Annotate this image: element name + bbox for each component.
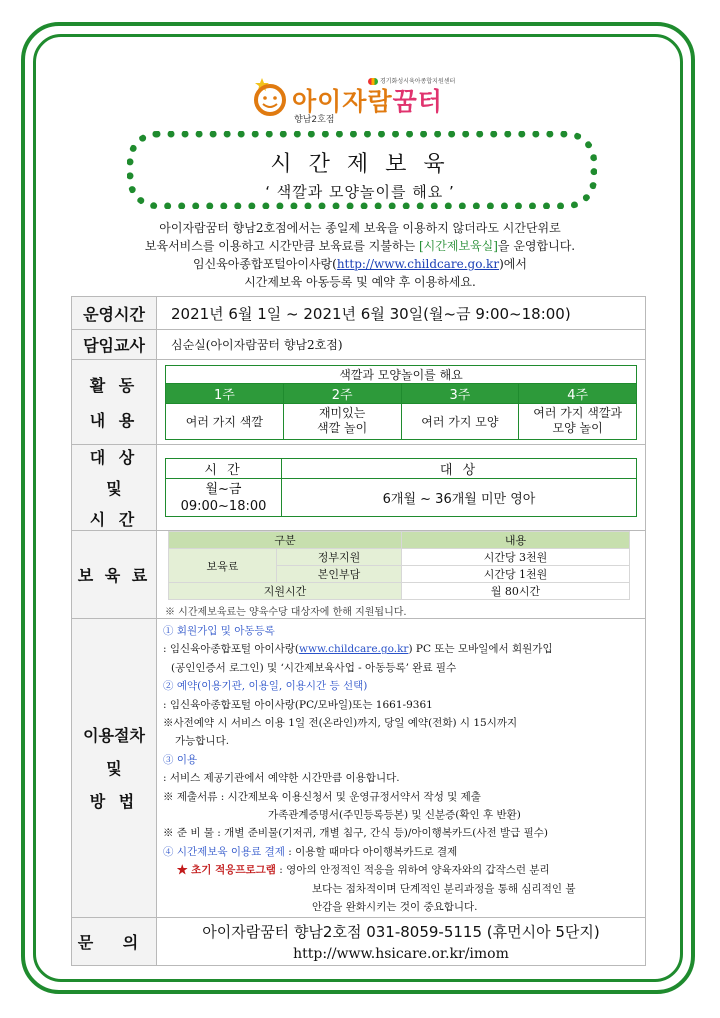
procedure-text <box>157 619 645 917</box>
activity-label-2: 내 용 <box>89 411 139 430</box>
intro-line-1: 아이자람꿈터 향남2호점에서는 종일제 보육을 이용하지 않더라도 시간단위로 <box>159 221 561 235</box>
intro-line-2 <box>0 237 720 254</box>
contact-line-1: 아이자람꿈터 향남2호점 031-8059-5115 (휴먼시아 5단지) <box>202 922 600 941</box>
step-2-line-c: 가능합니다. <box>175 735 230 748</box>
step-1-title: ① 회원가입 및 아동등록 <box>163 625 275 637</box>
step-2-title: ② 예약(이용기관, 이용일, 이용시간 등 선택) <box>163 680 368 693</box>
fee-col-content: 내용 <box>402 532 630 549</box>
logo-center-name <box>368 76 455 85</box>
week-3-text: 여러 가지 모양 <box>421 414 499 429</box>
target-header: 대 상 <box>282 459 637 479</box>
week-4-text-2: 모양 놀이 <box>552 421 603 435</box>
intro-text: 을 운영합니다. <box>497 239 576 253</box>
target-label-3: 시 간 <box>89 510 139 529</box>
procedure-label-2: 및 <box>106 759 122 779</box>
step-2-line-a: : 임신육아종합포털 아이사랑(PC/모바일)또는 1661-9361 <box>163 698 433 711</box>
step-3-line-d: ※ 준 비 물 : 개별 준비물(기저귀, 개별 침구, 간식 등)/아이행복카드(사전 발급 필수) <box>163 827 548 840</box>
fee-col-category: 구분 <box>169 532 402 549</box>
fee-cell <box>157 531 646 619</box>
logo-center-text: 경기화성시육아종합지원센터 <box>380 78 456 85</box>
self-pay-value: 시간당 1천원 <box>402 566 630 583</box>
logo-name-pink: 꿈터 <box>392 87 443 116</box>
week-1-activity <box>166 403 284 439</box>
target-label-1: 대 상 <box>89 448 139 467</box>
contact-label: 문 의 <box>72 917 157 965</box>
step-5-line-b: 보다는 점차적이며 단계적인 분리과정을 통해 심리적인 불 <box>312 882 576 895</box>
contact-url[interactable]: http://www.hsicare.or.kr/imom <box>293 945 509 962</box>
step-4-line <box>163 843 645 861</box>
logo-name-orange: 아이자람 <box>292 87 393 116</box>
step-4-text: : 이용할 때마다 아이행복카드로 결제 <box>284 845 458 858</box>
procedure-label <box>72 619 157 918</box>
fee-table <box>168 531 630 600</box>
step-5-line-c: 안감을 완화시키는 것이 중요합니다. <box>312 901 478 914</box>
page-subtitle: ‘ 색깔과 모양놀이를 해요 ’ <box>265 183 455 201</box>
row-target <box>72 445 646 531</box>
step-3-line-b: ※ 제출서류 : 시간제보육 이용신청서 및 운영규정서약서 작성 및 제출 <box>163 790 481 803</box>
week-4-header: 4주 <box>519 383 637 403</box>
week-2-header: 2주 <box>283 383 401 403</box>
activity-cell <box>157 360 646 445</box>
hours-label: 운영시간 <box>72 297 157 330</box>
time-line-1: 월~금 <box>205 481 242 497</box>
time-header: 시 간 <box>166 459 282 479</box>
week-3-header: 3주 <box>401 383 519 403</box>
logo-branch: 향남2호점 <box>294 115 335 125</box>
support-hours-value: 월 80시간 <box>402 583 630 600</box>
row-fee <box>72 531 646 619</box>
intro-text: 임신육아종합포털아이사랑( <box>193 257 337 271</box>
week-3-activity <box>401 403 519 439</box>
intro-text: 보육서비스를 이용하고 시간만큼 보육료를 지불하는 <box>144 239 419 253</box>
row-procedure <box>72 619 646 918</box>
week-1-header: 1주 <box>166 383 284 403</box>
week-2-text-2: 색깔 놀이 <box>317 421 368 435</box>
intro-line-4: 시간제보육 아동등록 및 예약 후 이용하세요. <box>244 275 476 289</box>
week-2-text-1: 재미있는 <box>318 406 366 420</box>
fee-note: ※ 시간제보육료는 양육수당 대상자에 한해 지원됩니다. <box>165 607 407 618</box>
target-label <box>72 445 157 531</box>
time-value <box>166 479 282 517</box>
contact-cell <box>157 917 646 965</box>
center-mark-icon <box>368 78 378 85</box>
time-line-2: 09:00~18:00 <box>180 498 267 514</box>
week-2-activity <box>283 403 401 439</box>
gov-support-label: 정부지원 <box>277 549 402 566</box>
step-1-text: : 임신육아종합포털 아이사랑( <box>163 643 300 656</box>
target-label-2: 및 <box>106 479 122 498</box>
teacher-value: 심순실(아이자람꿈터 향남2호점) <box>157 330 646 360</box>
info-table <box>71 296 646 966</box>
gov-support-value: 시간당 3천원 <box>402 549 630 566</box>
row-contact <box>72 917 646 965</box>
step-1-line-a <box>163 640 645 658</box>
hours-value: 2021년 6월 1일 ~ 2021년 6월 30일(월~금 9:00~18:00) <box>157 297 646 330</box>
step-2-line-b: ※사전예약 시 서비스 이용 1일 전(온라인)까지, 당일 예약(전화) 시 15시까지 <box>163 717 518 730</box>
week-4-text-1: 여러 가지 색깔과 <box>533 406 623 420</box>
intro-text: )에서 <box>499 257 527 271</box>
smiling-child-icon <box>250 76 290 116</box>
step-5-line-a <box>163 861 645 879</box>
intro-line-3 <box>0 255 720 272</box>
page-title: 시 간 제 보 육 <box>270 152 450 177</box>
step-4-title: ④ 시간제보육 이용료 결제 <box>163 845 285 858</box>
target-value: 6개월 ~ 36개월 미만 영아 <box>282 479 637 517</box>
childcare-site-link[interactable]: www.childcare.go.kr <box>299 643 409 656</box>
adaptation-program-title: ★ 초기 적응프로그램 <box>177 864 276 877</box>
intro-highlight: [시간제보육실] <box>419 239 498 253</box>
logo <box>250 68 490 128</box>
step-3-line-c: 가족관계증명서(주민등록등본) 및 신분증(확인 후 반환) <box>268 809 521 822</box>
procedure-label-3: 방 법 <box>89 792 139 812</box>
procedure-label-1: 이용절차 <box>83 726 145 746</box>
activity-theme: 색깔과 모양놀이를 해요 <box>166 365 637 383</box>
fee-label: 보 육 료 <box>72 531 157 619</box>
row-activity <box>72 360 646 445</box>
activity-label <box>72 360 157 445</box>
support-hours-label: 지원시간 <box>169 583 402 600</box>
activity-table <box>165 365 637 440</box>
teacher-label: 담임교사 <box>72 330 157 360</box>
step-3-title: ③ 이용 <box>163 753 198 766</box>
target-cell <box>157 445 646 531</box>
procedure-cell <box>157 619 646 918</box>
row-teacher <box>72 330 646 360</box>
activity-label-1: 활 동 <box>89 376 139 395</box>
target-table <box>165 458 637 517</box>
step-1-text: ) PC 또는 모바일에서 회원가입 <box>408 643 553 656</box>
self-pay-label: 본인부담 <box>277 566 402 583</box>
week-1-text: 여러 가지 색깔 <box>185 414 263 429</box>
row-hours <box>72 297 646 330</box>
step-5-text: : 영아의 안정적인 적응을 위하여 양육자와의 갑작스런 분리 <box>275 864 550 877</box>
fee-type-label: 보육료 <box>169 549 277 583</box>
childcare-link[interactable]: http://www.childcare.go.kr <box>336 257 500 271</box>
week-4-activity <box>519 403 637 439</box>
step-3-line-a: : 서비스 제공기관에서 예약한 시간만큼 이용합니다. <box>163 772 400 785</box>
step-1-line-b: (공인인증서 로그인) 및 ‘시간제보육사업 - 아동등록’ 완료 필수 <box>171 661 457 674</box>
